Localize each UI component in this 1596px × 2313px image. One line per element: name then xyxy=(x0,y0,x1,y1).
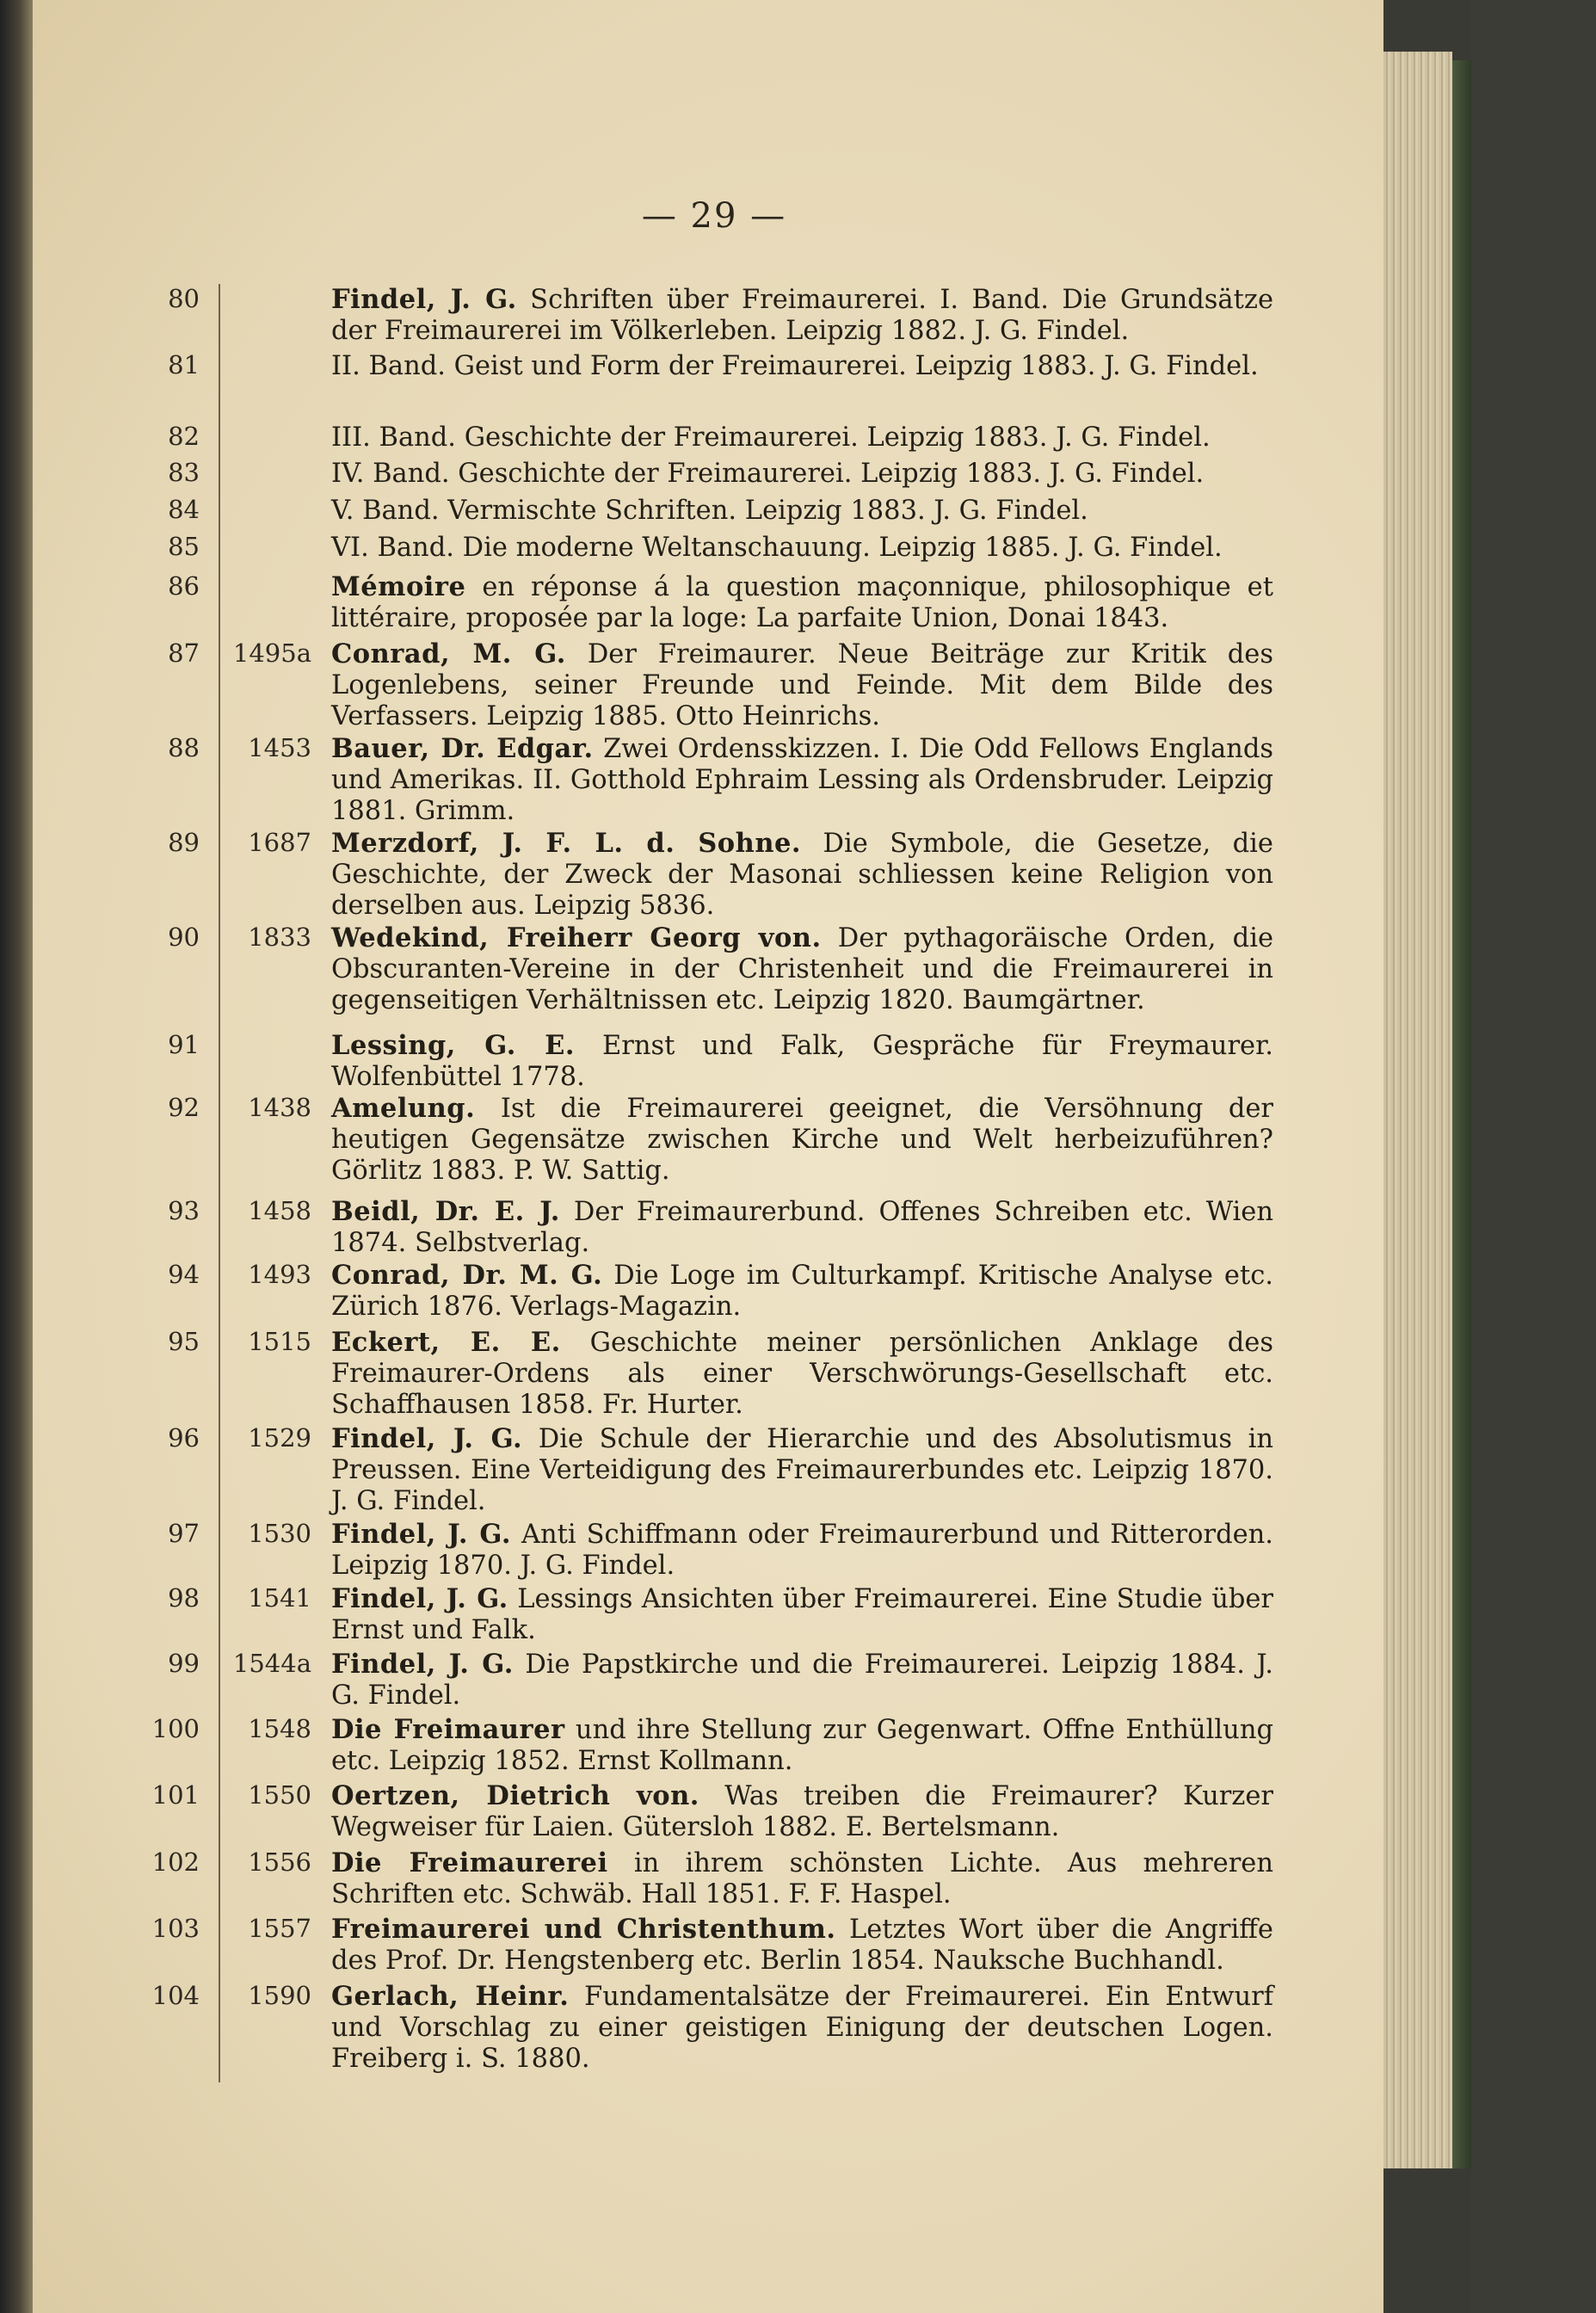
entry-number: 101 xyxy=(151,1780,200,1810)
entry-number: 80 xyxy=(168,284,200,313)
entry-text xyxy=(331,1914,1273,1977)
entry-number: 99 xyxy=(168,1649,200,1678)
entry-text xyxy=(331,1649,1273,1712)
catalog-number: 1541 xyxy=(248,1583,311,1613)
entry-number: 102 xyxy=(151,1847,200,1877)
entry-number: 85 xyxy=(168,532,200,561)
entry-description: Die Papstkirche und die Freimaurerei. Leipzig 1884. J. G. Findel. xyxy=(331,1650,1273,1711)
entry-text xyxy=(331,1030,1273,1093)
entry-description: en réponse á la question maçonnique, philosophique et littéraire, proposée par la loge: La parfaite Union, Donai 1843. xyxy=(331,572,1273,633)
catalog-number: 1530 xyxy=(248,1519,311,1548)
catalog-number: 1515 xyxy=(248,1327,311,1356)
entry-author: Findel, J. G. xyxy=(331,1583,508,1614)
entry-author: Mémoire xyxy=(331,571,466,602)
entry-number: 89 xyxy=(168,828,200,857)
entry-author: Die Freimaurer xyxy=(331,1714,565,1745)
catalog-number: 1556 xyxy=(248,1847,311,1877)
entry-number: 81 xyxy=(168,350,200,379)
entry-text xyxy=(331,638,1273,732)
entry-text xyxy=(331,1780,1273,1843)
entry-text xyxy=(331,733,1273,827)
entry-description: Der pythagoräische Orden, die Obscuranten-Vereine in der Christenheit und die Freimaurerei in gegenseitigen Verhältnissen etc. Leipzig 1820. Baumgärtner. xyxy=(331,923,1273,1015)
entry-text xyxy=(331,1423,1273,1517)
entry-description: V. Band. Vermischte Schriften. Leipzig 1883. J. G. Findel. xyxy=(331,496,1088,526)
book-cover-edge xyxy=(1452,60,1471,2168)
entry-text xyxy=(331,1519,1273,1582)
entry-description: Der Freimaurerbund. Offenes Schreiben etc. Wien 1874. Selbstverlag. xyxy=(331,1197,1273,1258)
entry-author: Findel, J. G. xyxy=(331,1423,523,1454)
entry-description: Was treiben die Freimaurer? Kurzer Wegweiser für Laien. Gütersloh 1882. E. Bertelsmann. xyxy=(331,1781,1273,1842)
entry-description: IV. Band. Geschichte der Freimaurerei. Leipzig 1883. J. G. Findel. xyxy=(331,459,1205,489)
entry-number: 87 xyxy=(168,638,200,668)
entry-author: Merzdorf, J. F. L. d. Sohne. xyxy=(331,828,802,859)
entry-author: Wedekind, Freiherr Georg von. xyxy=(331,922,822,953)
entry-text xyxy=(331,828,1273,922)
entry-number: 84 xyxy=(168,495,200,524)
entry-author: Findel, J. G. xyxy=(331,1649,514,1680)
entry-number: 97 xyxy=(168,1519,200,1548)
entry-text xyxy=(331,458,1273,490)
catalog-number: 1495a xyxy=(232,638,311,668)
entry-text xyxy=(331,922,1273,1016)
page-header: — 29 — xyxy=(641,196,787,236)
entry-author: Beidl, Dr. E. J. xyxy=(331,1196,560,1227)
entry-number: 96 xyxy=(168,1423,200,1453)
entry-description: Die Symbole, die Gesetze, die Geschichte, der Zweck der Masonai schliessen keine Religion von derselben aus. Leipzig 5836. xyxy=(331,829,1273,921)
entry-description: VI. Band. Die moderne Weltanschauung. Leipzig 1885. J. G. Findel. xyxy=(331,533,1223,563)
catalog-number: 1550 xyxy=(248,1780,311,1810)
entry-description: II. Band. Geist und Form der Freimaurerei. Leipzig 1883. J. G. Findel. xyxy=(331,351,1259,381)
entry-number: 104 xyxy=(151,1981,200,2010)
page-edges xyxy=(1383,52,1452,2168)
entry-number: 91 xyxy=(168,1030,200,1059)
catalog-number: 1438 xyxy=(248,1093,311,1122)
catalog-number: 1833 xyxy=(248,922,311,952)
entry-description: III. Band. Geschichte der Freimaurerei. Leipzig 1883. J. G. Findel. xyxy=(331,423,1211,453)
entry-text xyxy=(331,1714,1273,1777)
entry-description: Fundamentalsätze der Freimaurerei. Ein Entwurf und Vorschlag zu einer geistigen Einigung der deutschen Logen. Freiberg i. S. 1880. xyxy=(331,1982,1273,2074)
entry-text xyxy=(331,1093,1273,1187)
entry-number: 103 xyxy=(151,1914,200,1943)
entry-description: Die Schule der Hierarchie und des Absolutismus in Preussen. Eine Verteidigung des Freimaurerbundes etc. Leipzig 1870. J. G. Findel. xyxy=(331,1424,1273,1516)
entry-author: Amelung. xyxy=(331,1093,476,1124)
entry-text xyxy=(331,1981,1273,2075)
column-rule xyxy=(219,284,220,2082)
entry-description: Die Loge im Culturkampf. Kritische Analyse etc. Zürich 1876. Verlags-Magazin. xyxy=(331,1261,1273,1322)
entry-number: 95 xyxy=(168,1327,200,1356)
entry-number: 100 xyxy=(151,1714,200,1743)
entry-author: Conrad, Dr. M. G. xyxy=(331,1260,603,1291)
entry-description: Anti Schiffmann oder Freimaurerbund und Ritterorden. Leipzig 1870. J. G. Findel. xyxy=(331,1520,1273,1581)
entry-text xyxy=(331,1196,1273,1259)
entry-description: Schriften über Freimaurerei. I. Band. Die Grundsätze der Freimaurerei im Völkerleben. Leipzig 1882. J. G. Findel. xyxy=(331,285,1273,346)
catalog-number: 1687 xyxy=(248,828,311,857)
entry-number: 83 xyxy=(168,458,200,487)
entry-number: 98 xyxy=(168,1583,200,1613)
catalog-number: 1590 xyxy=(248,1981,311,2010)
entry-number: 88 xyxy=(168,733,200,762)
entry-author: Freimaurerei und Christenthum. xyxy=(331,1914,836,1945)
catalog-number: 1557 xyxy=(248,1914,311,1943)
entry-author: Oertzen, Dietrich von. xyxy=(331,1780,699,1811)
entry-description: Lessings Ansichten über Freimaurerei. Eine Studie über Ernst und Falk. xyxy=(331,1584,1273,1645)
entry-text xyxy=(331,422,1273,453)
entry-number: 82 xyxy=(168,422,200,451)
catalog-number: 1529 xyxy=(248,1423,311,1453)
entry-author: Bauer, Dr. Edgar. xyxy=(331,733,594,764)
entry-author: Eckert, E. E. xyxy=(331,1327,561,1358)
entry-author: Findel, J. G. xyxy=(331,284,517,315)
entry-description: in ihrem schönsten Lichte. Aus mehreren Schriften etc. Schwäb. Hall 1851. F. F. Haspel. xyxy=(331,1848,1273,1909)
entry-description: Zwei Ordensskizzen. I. Die Odd Fellows Englands und Amerikas. II. Gotthold Ephraim Lessing als Ordensbruder. Leipzig 1881. Grimm. xyxy=(331,734,1273,826)
entry-text xyxy=(331,284,1273,347)
entry-text xyxy=(331,1327,1273,1421)
entry-author: Conrad, M. G. xyxy=(331,638,566,669)
entry-description: Letztes Wort über die Angriffe des Prof. Dr. Hengstenberg etc. Berlin 1854. Nauksche Buchhandl. xyxy=(331,1915,1273,1976)
entry-text xyxy=(331,1847,1273,1910)
catalog-number: 1548 xyxy=(248,1714,311,1743)
entry-text xyxy=(331,532,1273,564)
entry-author: Findel, J. G. xyxy=(331,1519,511,1550)
entry-text xyxy=(331,1260,1273,1323)
entry-number: 90 xyxy=(168,922,200,952)
entry-text xyxy=(331,350,1273,382)
catalog-number: 1493 xyxy=(248,1260,311,1289)
catalog-number: 1453 xyxy=(248,733,311,762)
entry-text xyxy=(331,1583,1273,1646)
entry-number: 94 xyxy=(168,1260,200,1289)
entry-number: 92 xyxy=(168,1093,200,1122)
entry-text xyxy=(331,571,1273,634)
entry-description: Ernst und Falk, Gespräche für Freymaurer. Wolfenbüttel 1778. xyxy=(331,1031,1273,1092)
catalog-number: 1458 xyxy=(248,1196,311,1225)
entry-description: und ihre Stellung zur Gegenwart. Offne Enthüllung etc. Leipzig 1852. Ernst Kollmann. xyxy=(331,1715,1273,1776)
entry-number: 93 xyxy=(168,1196,200,1225)
catalog-number: 1544a xyxy=(232,1649,311,1678)
entry-author: Gerlach, Heinr. xyxy=(331,1981,570,2012)
entry-author: Die Freimaurerei xyxy=(331,1847,608,1878)
entry-description: Der Freimaurer. Neue Beiträge zur Kritik des Logenlebens, seiner Freunde und Feinde. Mit dem Bilde des Verfassers. Leipzig 1885. Otto Heinrichs. xyxy=(331,639,1274,731)
entry-description: Ist die Freimaurerei geeignet, die Versöhnung der heutigen Gegensätze zwischen Kirche und Welt herbeizuführen? Görlitz 1883. P. W. Sattig. xyxy=(331,1094,1274,1186)
entry-description: Geschichte meiner persönlichen Anklage des Freimaurer-Ordens als einer Verschwörungs-Gesellschaft etc. Schaffhausen 1858. Fr. Hurter. xyxy=(331,1328,1273,1420)
background xyxy=(1471,0,1596,2313)
entry-text xyxy=(331,495,1273,527)
left-page-edge xyxy=(0,0,33,2313)
entry-author: Lessing, G. E. xyxy=(331,1030,576,1061)
entry-number: 86 xyxy=(168,571,200,601)
